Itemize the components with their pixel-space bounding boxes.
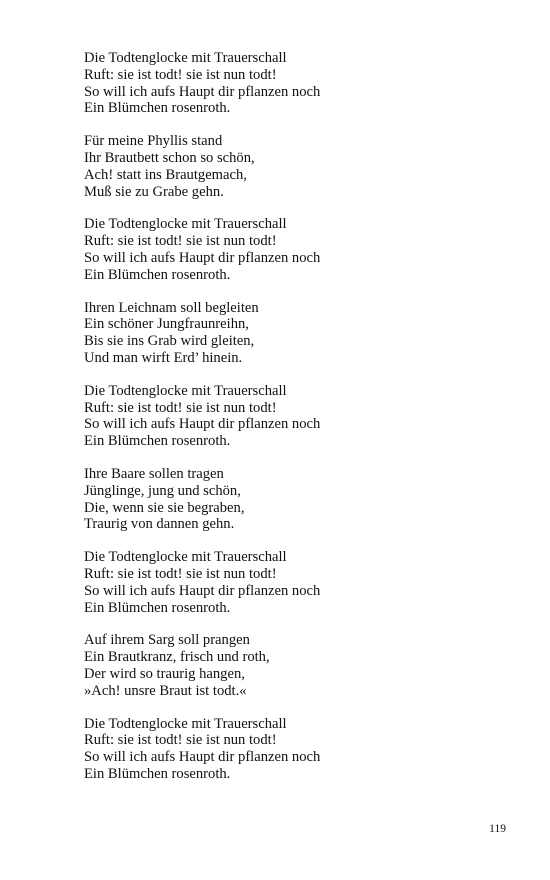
poem-line: Der wird so traurig hangen,: [84, 665, 245, 682]
poem-line: Ruft: sie ist todt! sie ist nun todt!: [84, 233, 277, 250]
poem-line: Die Todtenglocke mit Trauerschall: [84, 715, 287, 732]
poem-line: Muß sie zu Grabe gehn.: [84, 183, 224, 200]
poem-line: Ruft: sie ist todt! sie ist nun todt!: [84, 732, 277, 749]
poem-line: Bis sie ins Grab wird gleiten,: [84, 333, 255, 350]
poem-line: Ach! statt ins Brautgemach,: [84, 166, 247, 183]
poem-line: Die Todtenglocke mit Trauerschall: [84, 50, 287, 66]
poem-line: Auf ihrem Sarg soll prangen: [84, 632, 250, 649]
poem-line: »Ach! unsre Braut ist todt.«: [84, 682, 247, 699]
poem-line: So will ich aufs Haupt dir pflanzen noch: [84, 83, 321, 100]
poem-line: Ein Brautkranz, frisch und roth,: [84, 649, 270, 666]
stanza-8: [84, 632, 504, 699]
stanza-4: [84, 300, 504, 367]
poem-line: So will ich aufs Haupt dir pflanzen noch: [84, 749, 321, 766]
stanza-5: [84, 383, 504, 450]
poem-line: Die Todtenglocke mit Trauerschall: [84, 549, 287, 566]
poem-line: Ihr Brautbett schon so schön,: [84, 149, 255, 166]
stanza-6: [84, 466, 504, 533]
poem: [84, 50, 504, 799]
poem-line: Ein Blümchen rosenroth.: [84, 599, 231, 616]
stanza-2: [84, 133, 504, 200]
poem-line: Die Todtenglocke mit Trauerschall: [84, 382, 287, 399]
stanza-1: [84, 50, 504, 117]
poem-line: Und man wirft Erd’ hinein.: [84, 349, 243, 366]
poem-line: Für meine Phyllis stand: [84, 133, 223, 150]
poem-line: Die Todtenglocke mit Trauerschall: [84, 216, 287, 233]
poem-line: Jünglinge, jung und schön,: [84, 482, 241, 499]
poem-line: Ein Blümchen rosenroth.: [84, 765, 231, 782]
poem-line: Ihre Baare sollen tragen: [84, 465, 224, 482]
poem-line: So will ich aufs Haupt dir pflanzen noch: [84, 416, 321, 433]
poem-line: Ein Blümchen rosenroth.: [84, 100, 231, 117]
poem-line: Die, wenn sie sie begraben,: [84, 499, 245, 516]
poem-line: Ein Blümchen rosenroth.: [84, 266, 231, 283]
poem-line: Traurig von dannen gehn.: [84, 516, 235, 533]
poem-line: So will ich aufs Haupt dir pflanzen noch: [84, 582, 321, 599]
stanza-7: [84, 549, 504, 616]
poem-line: Ihren Leichnam soll begleiten: [84, 299, 259, 316]
stanza-3: [84, 216, 504, 283]
poem-line: Ruft: sie ist todt! sie ist nun todt!: [84, 565, 277, 582]
poem-line: Ruft: sie ist todt! sie ist nun todt!: [84, 66, 277, 83]
stanza-9: [84, 716, 504, 783]
page-number: 119: [489, 823, 506, 835]
poem-line: Ein Blümchen rosenroth.: [84, 433, 231, 450]
poem-line: Ein schöner Jungfraunreihn,: [84, 316, 249, 333]
poem-line: Ruft: sie ist todt! sie ist nun todt!: [84, 399, 277, 416]
poem-line: So will ich aufs Haupt dir pflanzen noch: [84, 249, 321, 266]
